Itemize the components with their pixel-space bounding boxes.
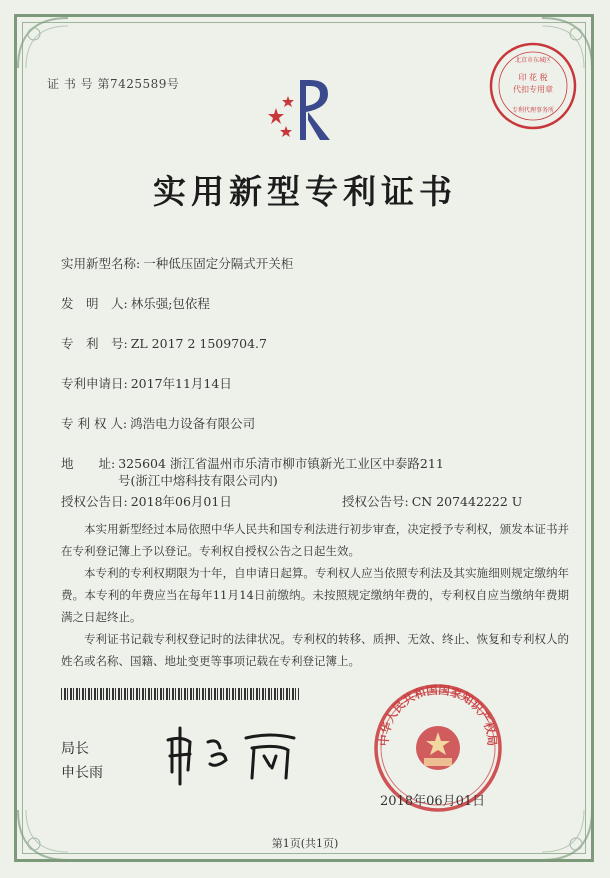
field-label: 专 利 号: [61,336,128,351]
address-continuation [118,471,278,489]
page-title: 实用新型专利证书 [153,172,457,211]
barcode [61,688,299,700]
field-label: 授权公告日: [61,494,128,509]
grant-date-row [61,492,232,510]
utility-model-name-row [61,254,293,272]
handwritten-signature [160,720,310,790]
patentee-name: 鸿浩电力设备有限公司 [130,416,256,431]
tax-stamp-seal [487,40,579,132]
field-label: 授权公告号: [342,494,409,509]
grant-date: 2018年06月01日 [130,494,232,509]
field-label: 实用新型名称: [61,256,141,271]
corner-ornament-top-left [16,16,70,70]
svg-text:北京市东城区: 北京市东城区 [514,57,552,64]
address-row [61,454,444,472]
patentee-row [61,414,255,432]
filing-date-row [61,374,232,392]
address-line-1: 325604 浙江省温州市乐清市柳市镇新光工业区中泰路211 [118,456,444,471]
paragraph-grant-statement: 本实用新型经过本局依照中华人民共和国专利法进行初步审查，决定授予专利权，颁发本证书并在专利登记簿上予以登记。专利权自授权公告之日起生效。 [61,522,569,558]
grant-number-row [342,492,522,510]
cnipa-logo-icon [262,68,344,150]
patent-number-row [61,334,267,352]
inventor-row [61,294,210,312]
address-line-2: 号(浙江中熔科技有限公司内) [118,473,278,488]
field-label: 发 明 人: [61,296,128,311]
inventor-names: 林乐强;包依程 [130,296,210,311]
field-label: 专 利 权 人: [61,416,128,431]
certificate-number: 证 书 号 第7425589号 [47,77,180,91]
field-label: 地 址: [61,456,116,471]
svg-text:代扣专用章: 代扣专用章 [513,85,553,94]
svg-text:印 花 税: 印 花 税 [518,73,548,82]
filing-date: 2017年11月14日 [130,376,232,391]
director-name: 申长雨 [61,765,103,781]
grant-number: CN 207442222 U [411,494,523,509]
field-label: 专利申请日: [61,376,128,391]
seal-date: 2018年06月01日 [380,794,486,809]
page-number: 第1页(共1页) [271,837,339,850]
svg-text:中华人民共和国国家知识产权局: 中华人民共和国国家知识产权局 [376,682,500,747]
patent-number: ZL 2017 2 1509704.7 [130,336,267,351]
director-title: 局长 [61,741,89,757]
paragraph-legal-status: 专利证书记载专利权登记时的法律状况。专利权的转移、质押、无效、终止、恢复和专利权人的姓名或名称、国籍、地址变更等事项记载在专利登记簿上。 [61,632,569,668]
svg-text:专利代理事务所: 专利代理事务所 [511,107,555,114]
utility-model-name: 一种低压固定分隔式开关柜 [143,256,294,271]
paragraph-term-statement: 本专利的专利权期限为十年，自申请日起算。专利权人应当依照专利法及其实施细则规定缴纳年费。本专利的年费应当在每年11月14日前缴纳。未按照规定缴纳年费的，专利权自应当缴纳年费期满之日起终止。 [61,566,569,624]
